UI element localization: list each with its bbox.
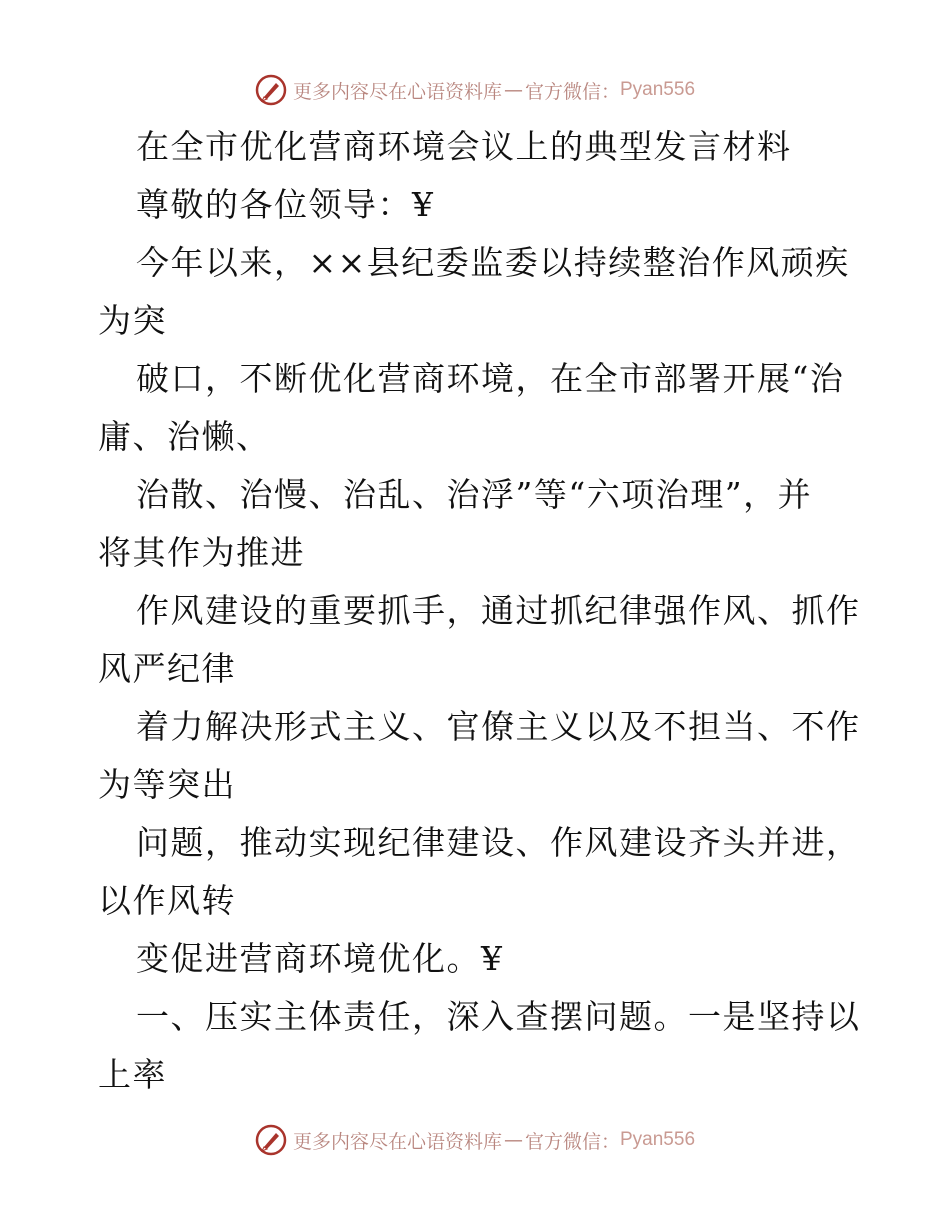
text-line: 为等突出 bbox=[98, 765, 236, 804]
text-line: 变促进营商环境优化。¥ bbox=[136, 939, 504, 978]
footer-banner bbox=[0, 1120, 950, 1160]
banner-separator: — bbox=[503, 1129, 523, 1151]
text-line: 上率 bbox=[98, 1055, 167, 1094]
section-heading-line: 一、压实主体责任，深入查摆问题。一是坚持以 bbox=[136, 997, 861, 1036]
banner-text: 更多内容尽在心语资料库 bbox=[292, 1130, 502, 1153]
text-line: 问题，推动实现纪律建设、作风建设齐头并进， bbox=[136, 823, 861, 862]
salutation: 尊敬的各位领导：¥ bbox=[136, 185, 435, 224]
banner-wechat-label: 官方微信： bbox=[524, 80, 620, 103]
text-line: 破口，不断优化营商环境，在全市部署开展“治 bbox=[136, 359, 845, 398]
document-title: 在全市优化营商环境会议上的典型发言材料 bbox=[136, 127, 792, 166]
text-line: 治散、治慢、治乱、治浮”等“六项治理”，并 bbox=[136, 475, 813, 514]
header-banner bbox=[0, 70, 950, 110]
text-line: 作风建设的重要抓手，通过抓纪律强作风、抓作 bbox=[136, 591, 861, 630]
text-line: 庸、治懒、 bbox=[98, 417, 271, 456]
banner-wechat-id: Pyan556 bbox=[620, 79, 696, 100]
text-line: 风严纪律 bbox=[98, 649, 236, 688]
pen-logo-icon bbox=[255, 1124, 287, 1156]
text-line: 今年以来，××县纪委监委以持续整治作风顽疾 bbox=[136, 243, 850, 282]
text-line: 以作风转 bbox=[98, 881, 236, 920]
banner-separator: — bbox=[503, 79, 523, 101]
text-line: 为突 bbox=[98, 301, 167, 340]
banner-wechat-label: 官方微信： bbox=[524, 1130, 620, 1153]
text-line: 着力解决形式主义、官僚主义以及不担当、不作 bbox=[136, 707, 861, 746]
document-body bbox=[98, 118, 861, 1104]
banner-wechat-id: Pyan556 bbox=[620, 1129, 696, 1150]
banner-text: 更多内容尽在心语资料库 bbox=[292, 80, 502, 103]
pen-logo-icon bbox=[255, 74, 287, 106]
text-line: 将其作为推进 bbox=[98, 533, 305, 572]
